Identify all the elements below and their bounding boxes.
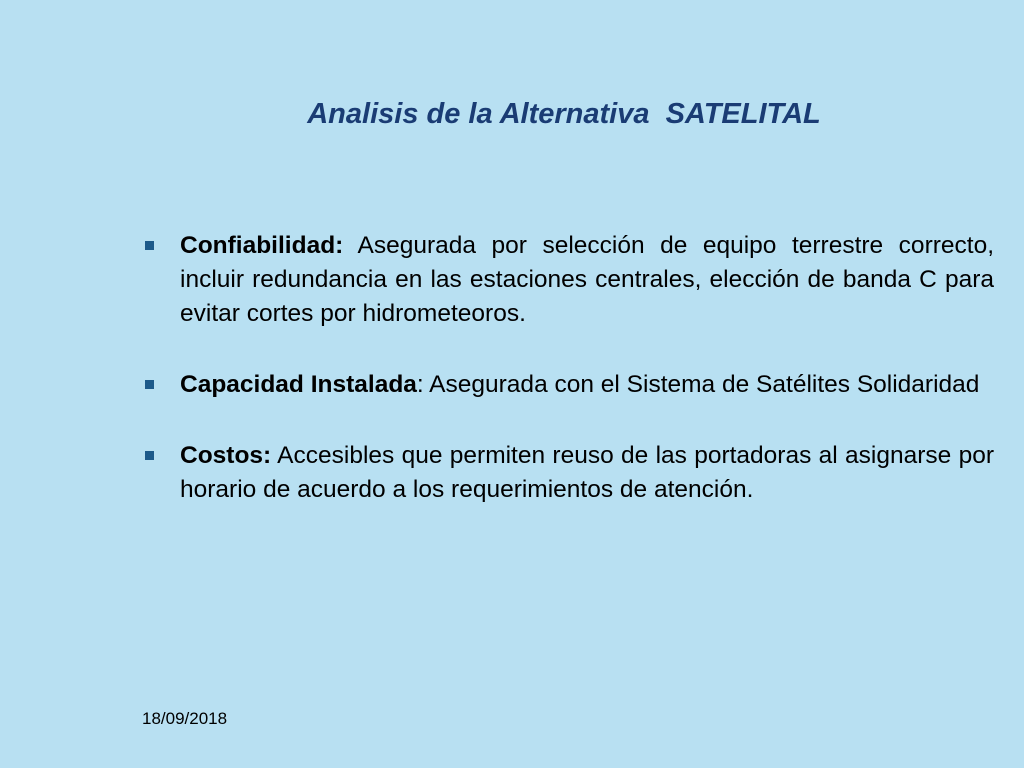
bullet-term: Confiabilidad: [180, 232, 344, 259]
square-bullet-icon [145, 241, 154, 250]
square-bullet-icon [145, 451, 154, 460]
bullet-term: Capacidad Instalada [180, 371, 417, 398]
bullet-item-capacidad [142, 368, 994, 402]
bullet-item-confiabilidad [142, 229, 994, 331]
bullet-text: Asegurada por selección de equipo terrestre correcto, incluir redundancia en las estaciones centrales, elección de banda C para evitar cortes por hidrometeoros. [180, 232, 994, 327]
slide-title: Analisis de la Alternativa SATELITAL [307, 98, 821, 130]
footer-date: 18/09/2018 [142, 709, 228, 728]
bullet-text: Accesibles que permiten reuso de las portadoras al asignarse por horario de acuerdo a los requerimientos de atención. [180, 442, 994, 503]
bullet-list [142, 229, 994, 544]
bullet-item-costos [142, 439, 994, 507]
square-bullet-icon [145, 380, 154, 389]
bullet-term: Costos: [180, 442, 272, 469]
bullet-text: : Asegurada con el Sistema de Satélites Solidaridad [416, 371, 980, 398]
